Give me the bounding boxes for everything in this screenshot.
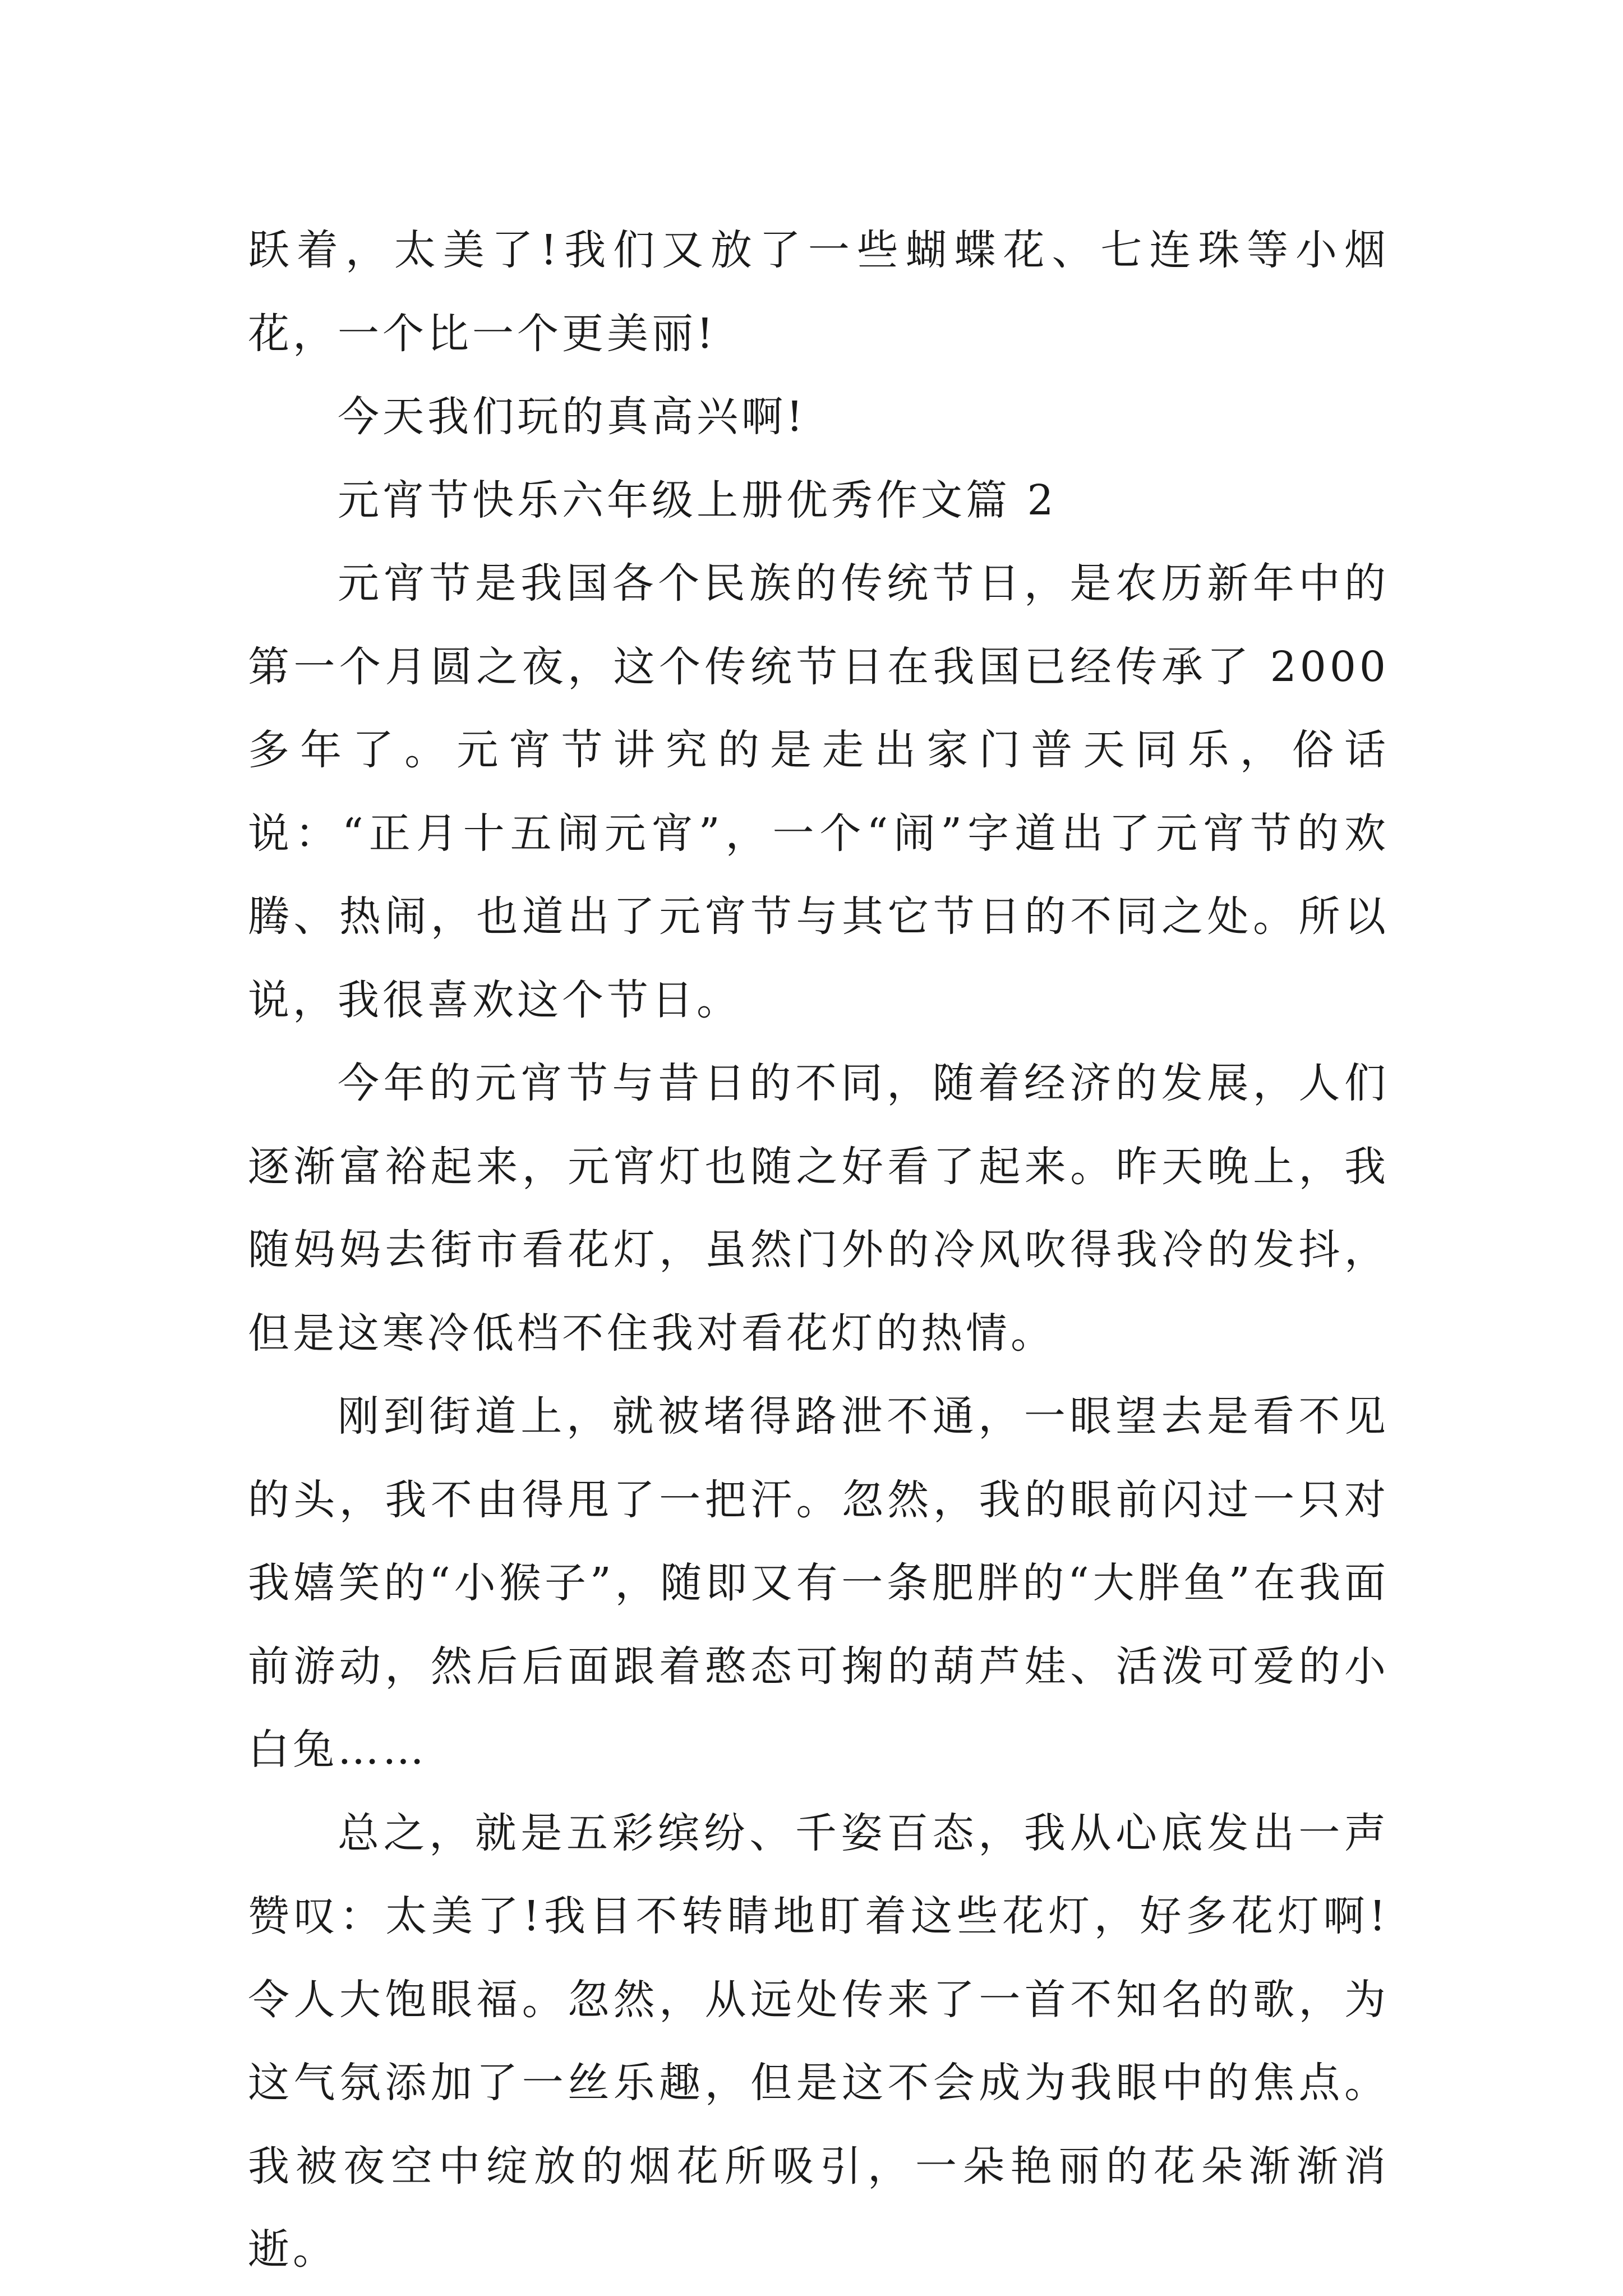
paragraph-4: 元宵节是我国各个民族的传统节日，是农历新年中的第一个月圆之夜，这个传统节日在我国已经传承了 2000 多年了。元宵节讲究的是走出家门普天同乐，俗话说：“正月十五闹元宵”，一个“闹”字道出了元宵节的欢腾、热闹，也道出了元宵节与其它节日的不同之处。所以说，我很喜欢这个节日。 [248,559,1389,1024]
paragraph-1: 跃着，太美了!我们又放了一些蝴蝶花、七连珠等小烟花，一个比一个更美丽! [248,226,1389,358]
section-heading: 元宵节快乐六年级上册优秀作文篇 2 [338,476,1057,524]
paragraph-2: 今天我们玩的真高兴啊! [338,393,806,441]
paragraph-5: 今年的元宵节与昔日的不同，随着经济的发展，人们逐渐富裕起来，元宵灯也随之好看了起来。昨天晚上，我随妈妈去街市看花灯，虽然门外的冷风吹得我冷的发抖，但是这寒冷低档不住我对看花灯的热情。 [248,1059,1389,1358]
document-body [248,209,1389,2292]
paragraph-6: 刚到街道上，就被堵得路泄不通，一眼望去是看不见的头，我不由得甩了一把汗。忽然，我的眼前闪过一只对我嬉笑的“小猴子”，随即又有一条肥胖的“大胖鱼”在我面前游动，然后后面跟着憨态可掬的葫芦娃、活泼可爱的小白兔…… [248,1392,1389,1774]
paragraph-7: 总之，就是五彩缤纷、千姿百态，我从心底发出一声赞叹：太美了!我目不转睛地盯着这些花灯，好多花灯啊!令人大饱眼福。忽然，从远处传来了一首不知名的歌，为这气氛添加了一丝乐趣，但是这不会成为我眼中的焦点。我被夜空中绽放的烟花所吸引，一朵艳丽的花朵渐渐消逝。 [248,1809,1389,2274]
